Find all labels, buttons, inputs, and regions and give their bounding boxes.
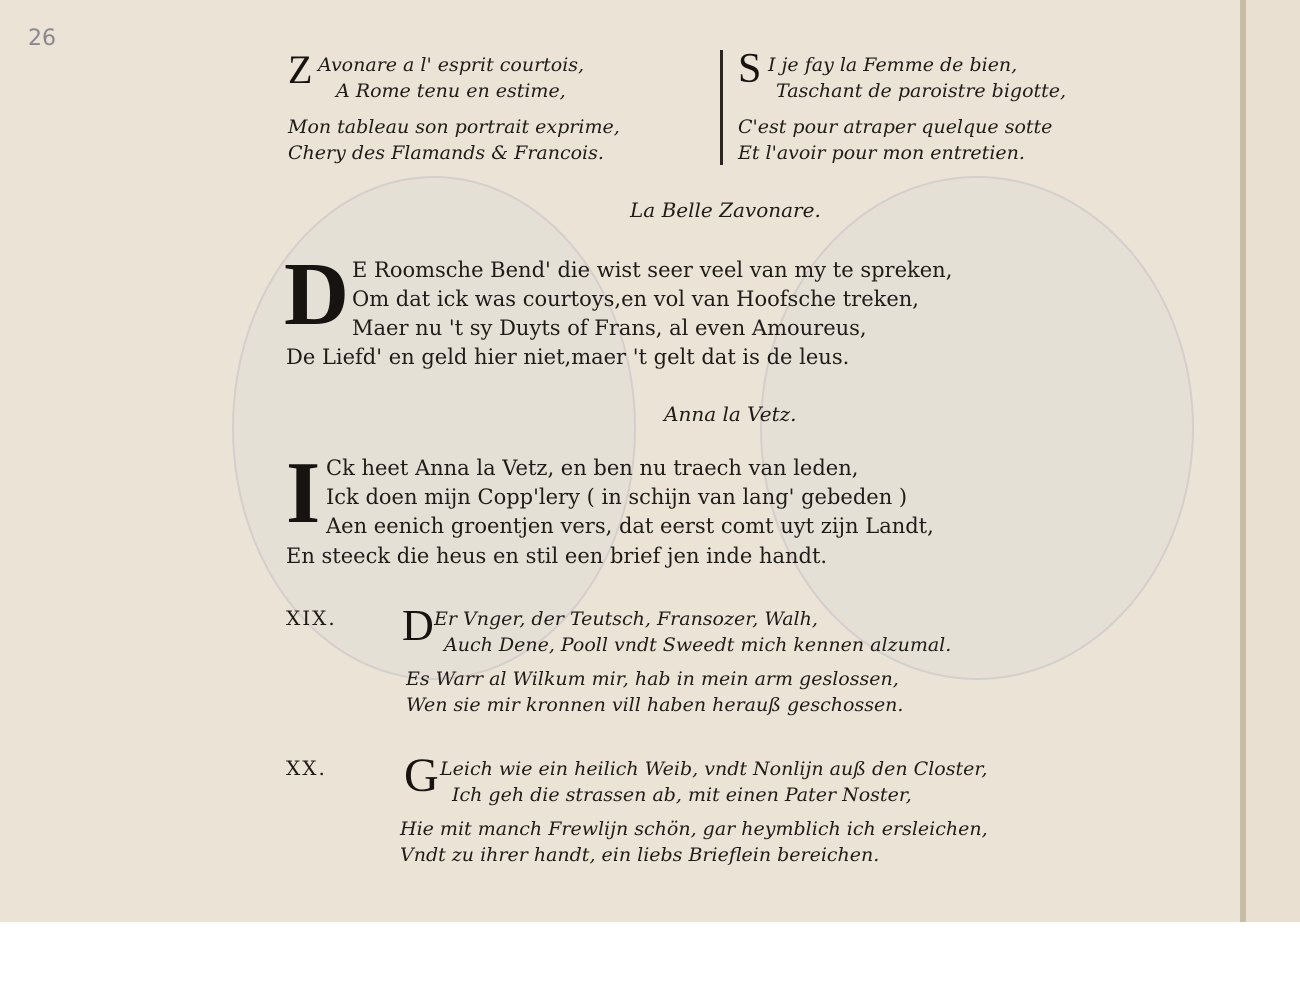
stanza-line: Et l'avoir pour mon entretien. bbox=[738, 142, 1025, 164]
verse-xix bbox=[434, 606, 951, 658]
caption-anna-la-vetz: Anna la Vetz. bbox=[664, 402, 797, 426]
verse-anna-last: En steeck die heus en stil een brief jen inde handt. bbox=[286, 544, 828, 568]
stanza-top-left bbox=[318, 52, 584, 104]
stanza-line: Chery des Flamands & Francois. bbox=[288, 142, 604, 164]
stanza-line: Avonare a l' esprit courtois, bbox=[318, 54, 585, 76]
next-page-edge bbox=[1246, 0, 1300, 922]
verse-xix-lower bbox=[406, 666, 903, 718]
vertical-rule bbox=[720, 50, 723, 165]
verse-line: Auch Dene, Pooll vndt Sweedt mich kennen alzumal. bbox=[444, 634, 952, 656]
verse-anna bbox=[326, 454, 934, 541]
stanza-line: C'est pour atraper quelque sotte bbox=[738, 116, 1053, 138]
drop-cap-g: G bbox=[404, 749, 439, 802]
drop-cap-s: S bbox=[738, 46, 762, 92]
verse-line: Vndt zu ihrer handt, ein liebs Brieflein bereichen. bbox=[400, 844, 880, 866]
verse-line: Leich wie ein heilich Weib, vndt Nonlijn auß den Closter, bbox=[440, 758, 988, 780]
numeral-xx: XX. bbox=[286, 756, 327, 780]
stanza-top-right-lower bbox=[738, 114, 1052, 166]
verse-xx bbox=[440, 756, 987, 808]
drop-cap-z: Z bbox=[288, 47, 313, 92]
stanza-top-right bbox=[768, 52, 1066, 104]
verse-line: Om dat ick was courtoys,en vol van Hoofsche treken, bbox=[352, 287, 919, 311]
numeral-xix: XIX. bbox=[286, 606, 337, 630]
stanza-line: I je fay la Femme de bien, bbox=[768, 54, 1018, 76]
stanza-line: Taschant de paroistre bigotte, bbox=[776, 80, 1067, 102]
verse-line: Maer nu 't sy Duyts of Frans, al even Amoureus, bbox=[352, 316, 867, 340]
drop-cap-d-german: D bbox=[402, 601, 434, 650]
verse-line: Wen sie mir kronnen vill haben herauß geschossen. bbox=[406, 694, 904, 716]
drop-cap-i: I bbox=[286, 445, 321, 542]
verse-line: Es Warr al Wilkum mir, hab in mein arm geslossen, bbox=[406, 668, 899, 690]
verse-line: Ick doen mijn Copp'lery ( in schijn van lang' gebeden ) bbox=[326, 485, 908, 509]
verse-line: Aen eenich groentjen vers, dat eerst comt uyt zijn Landt, bbox=[326, 514, 934, 538]
verse-line: E Roomsche Bend' die wist seer veel van my te spreken, bbox=[352, 258, 953, 282]
verse-xx-lower bbox=[400, 816, 988, 868]
verse-line: Hie mit manch Frewlijn schön, gar heymblich ich ersleichen, bbox=[400, 818, 988, 840]
caption-la-belle-zavonare: La Belle Zavonare. bbox=[630, 198, 821, 222]
verse-zavonare-last: De Liefd' en geld hier niet,maer 't gelt dat is de leus. bbox=[286, 345, 850, 369]
ghost-portrait-right bbox=[760, 176, 1194, 680]
page-number: 26 bbox=[28, 26, 56, 51]
drop-cap-d: D bbox=[284, 245, 349, 344]
verse-line: Ck heet Anna la Vetz, en ben nu traech van leden, bbox=[326, 456, 859, 480]
stanza-top-left-lower bbox=[288, 114, 620, 166]
stanza-line: A Rome tenu en estime, bbox=[336, 80, 566, 102]
bottom-strip bbox=[0, 922, 1300, 1008]
stanza-line: Mon tableau son portrait exprime, bbox=[288, 116, 620, 138]
verse-line: Er Vnger, der Teutsch, Fransozer, Walh, bbox=[434, 608, 818, 630]
verse-line: Ich geh die strassen ab, mit einen Pater Noster, bbox=[452, 784, 912, 806]
verse-zavonare bbox=[352, 256, 952, 343]
